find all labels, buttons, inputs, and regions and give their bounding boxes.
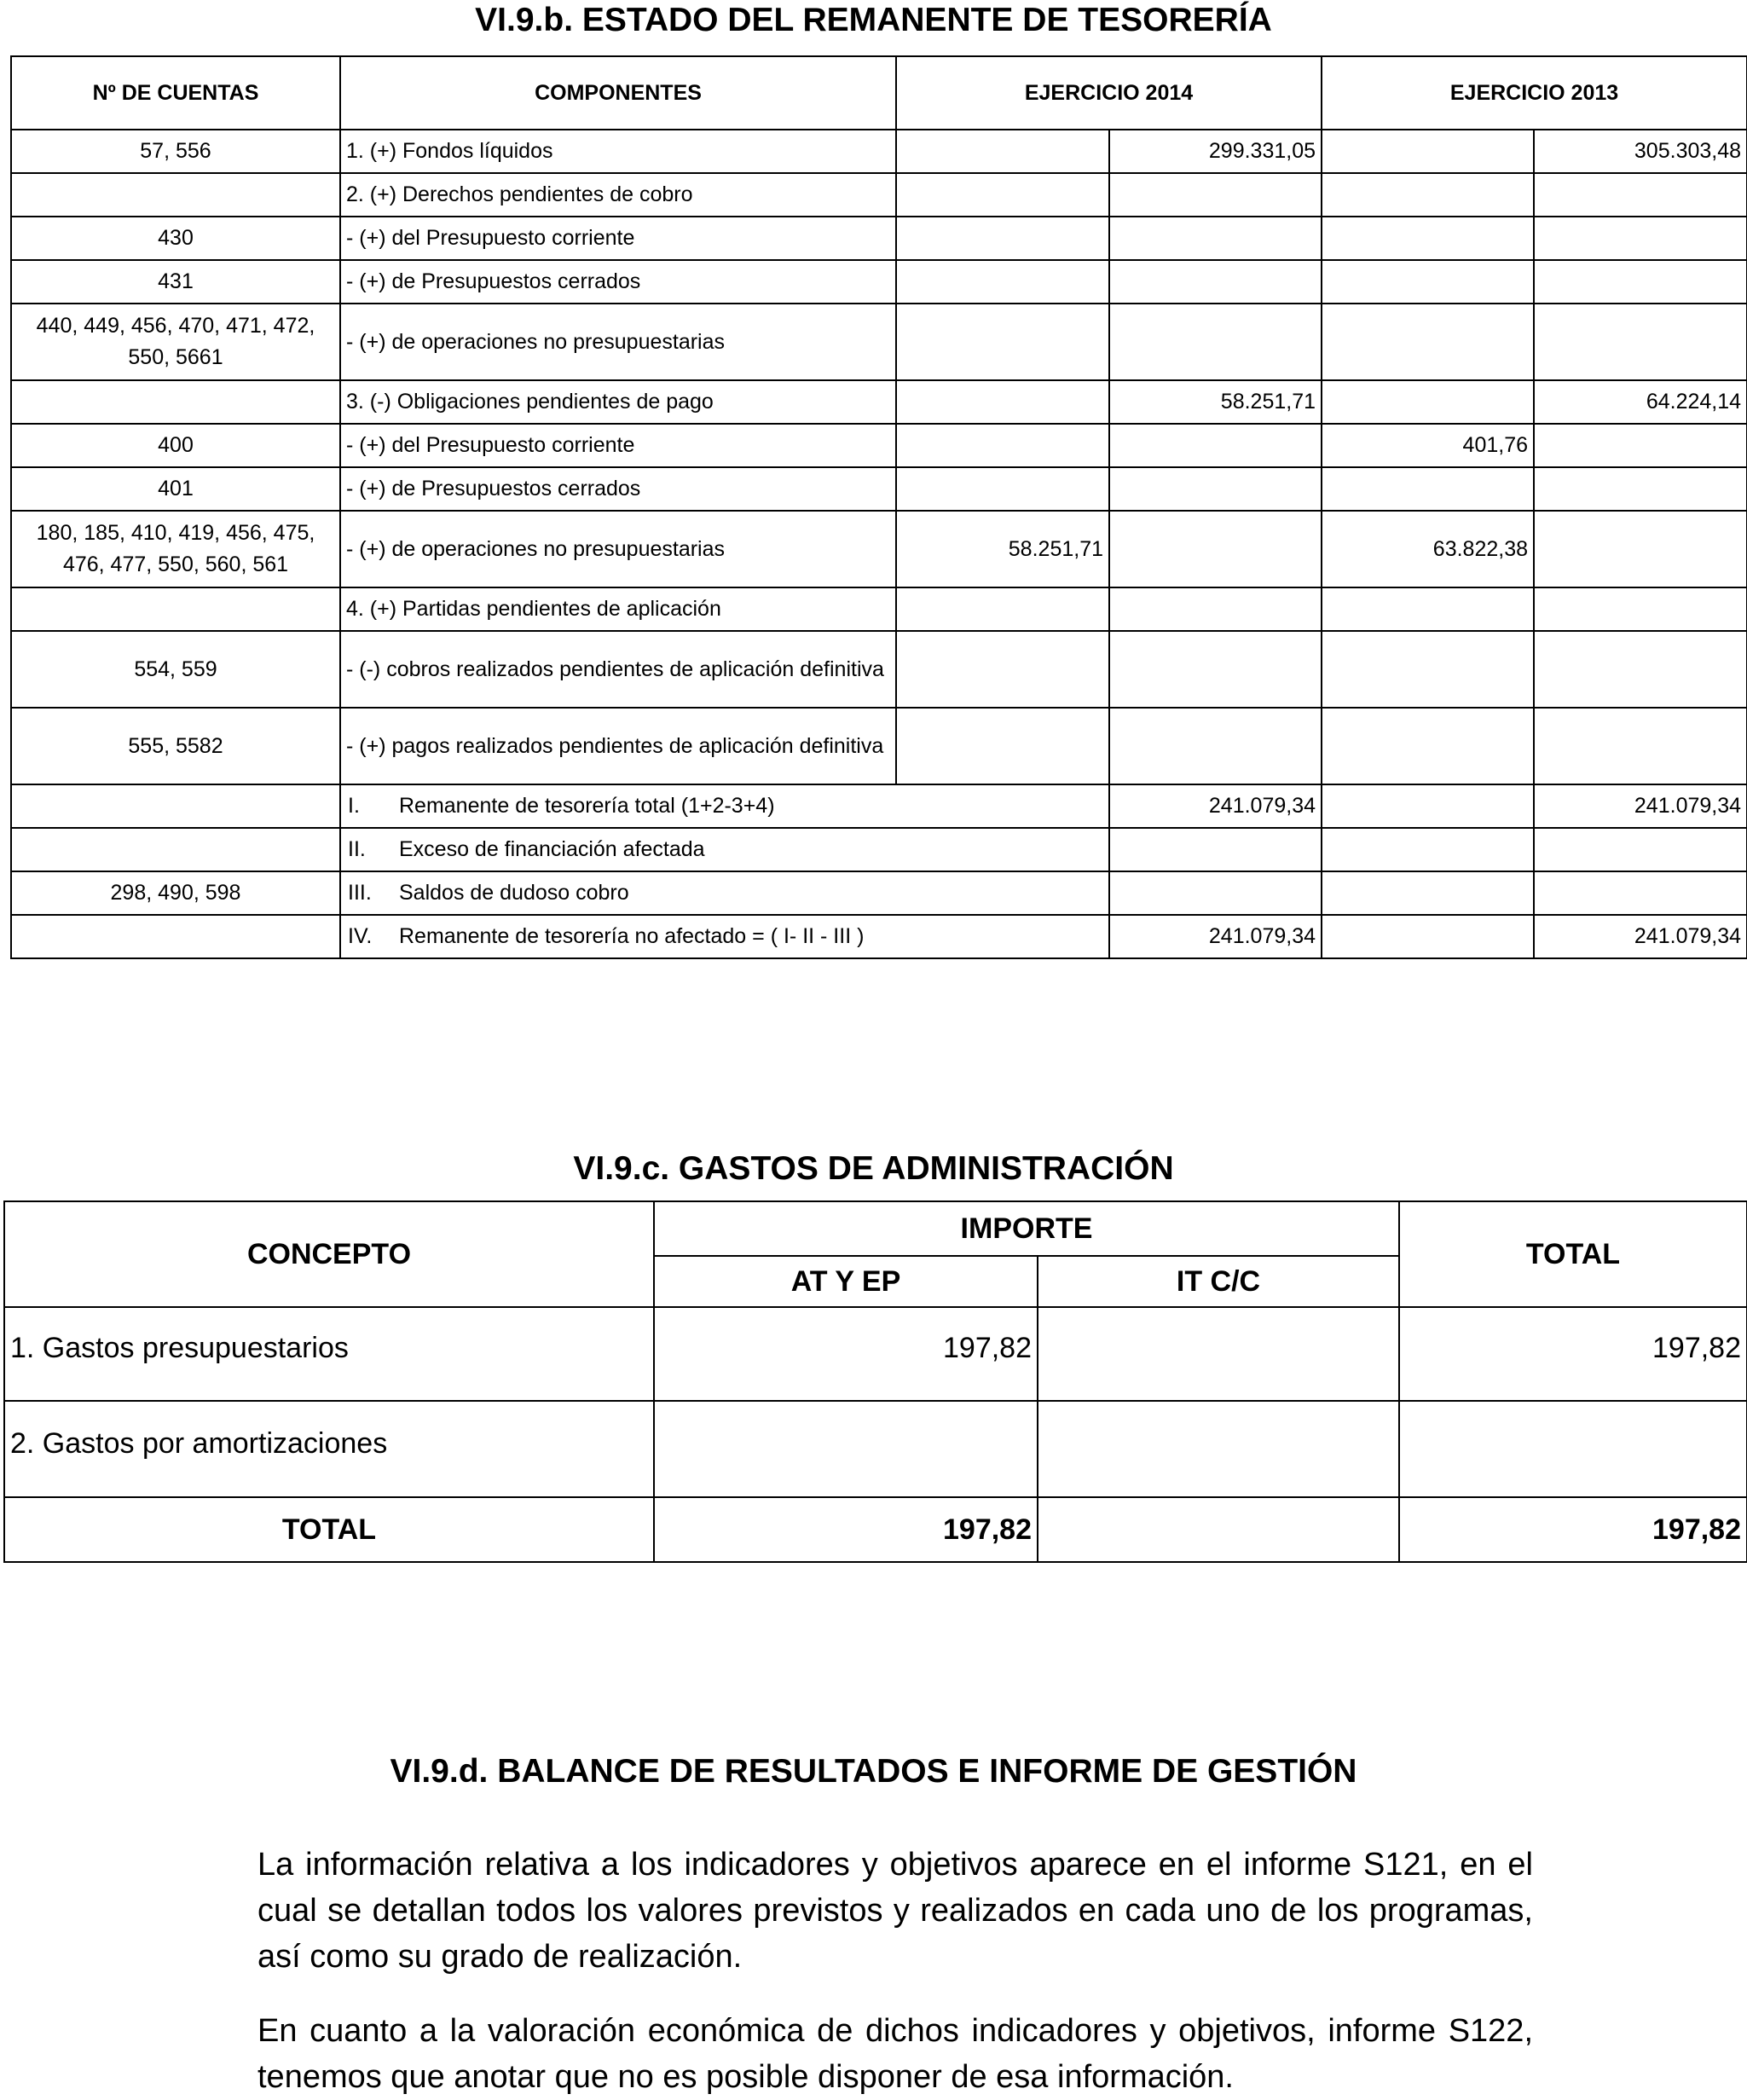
ejercicio-2014-partial-cell bbox=[896, 260, 1109, 304]
ejercicio-2013-total-cell bbox=[1534, 708, 1747, 784]
cuentas-cell: 298, 490, 598 bbox=[11, 871, 340, 915]
atep-cell bbox=[654, 1401, 1038, 1497]
ejercicio-2013-total-cell: 241.079,34 bbox=[1534, 915, 1747, 958]
summary-label-cell bbox=[340, 915, 1109, 958]
table-header-row bbox=[11, 56, 1747, 130]
summary-row bbox=[11, 784, 1747, 828]
componente-cell: 2. (+) Derechos pendientes de cobro bbox=[340, 173, 896, 217]
ejercicio-2013-partial-cell bbox=[1322, 708, 1534, 784]
componente-cell: - (+) del Presupuesto corriente bbox=[340, 424, 896, 467]
ejercicio-2013-partial-cell: 63.822,38 bbox=[1322, 511, 1534, 587]
ejercicio-2014-total-cell bbox=[1109, 871, 1322, 915]
itcc-cell bbox=[1038, 1307, 1399, 1401]
ejercicio-2014-total-cell bbox=[1109, 587, 1322, 631]
table-row bbox=[11, 587, 1747, 631]
ejercicio-2013-total-cell: 64.224,14 bbox=[1534, 380, 1747, 424]
ejercicio-2014-partial-cell bbox=[896, 304, 1109, 380]
componente-cell: 1. (+) Fondos líquidos bbox=[340, 130, 896, 173]
header-at-ep: AT Y EP bbox=[654, 1256, 1038, 1307]
table-row bbox=[11, 631, 1747, 708]
cuentas-cell bbox=[11, 380, 340, 424]
summary-label-cell bbox=[340, 784, 1109, 828]
total-row bbox=[4, 1497, 1747, 1562]
roman-numeral: I. bbox=[348, 794, 360, 818]
ejercicio-2014-total-cell bbox=[1109, 217, 1322, 260]
itcc-cell bbox=[1038, 1401, 1399, 1497]
cuentas-cell: 57, 556 bbox=[11, 130, 340, 173]
table-row bbox=[11, 467, 1747, 511]
ejercicio-2013-partial-cell bbox=[1322, 587, 1534, 631]
componente-cell: - (+) pagos realizados pendientes de aplicación definitiva bbox=[340, 708, 896, 784]
ejercicio-2014-total-cell bbox=[1109, 708, 1322, 784]
ejercicio-2013-partial-cell bbox=[1322, 631, 1534, 708]
ejercicio-2014-total-cell: 58.251,71 bbox=[1109, 380, 1322, 424]
ejercicio-2014-total-cell bbox=[1109, 467, 1322, 511]
section-d-title: VI.9.d. BALANCE DE RESULTADOS E INFORME DE GESTIÓN bbox=[390, 1753, 1357, 1790]
total-itcc bbox=[1038, 1497, 1399, 1562]
cuentas-cell bbox=[11, 173, 340, 217]
ejercicio-2014-partial-cell: 58.251,71 bbox=[896, 511, 1109, 587]
cuentas-cell: 555, 5582 bbox=[11, 708, 340, 784]
cuentas-cell bbox=[11, 587, 340, 631]
ejercicio-2014-partial-cell bbox=[896, 130, 1109, 173]
componente-cell: - (+) de Presupuestos cerrados bbox=[340, 260, 896, 304]
table-row bbox=[11, 511, 1747, 587]
header-it-cc: IT C/C bbox=[1038, 1256, 1399, 1307]
ejercicio-2013-total-cell: 305.303,48 bbox=[1534, 130, 1747, 173]
section-c-title: VI.9.c. GASTOS DE ADMINISTRACIÓN bbox=[573, 1150, 1174, 1187]
summary-label: Saldos de dudoso cobro bbox=[399, 881, 629, 905]
ejercicio-2014-total-cell bbox=[1109, 173, 1322, 217]
summary-row bbox=[11, 915, 1747, 958]
summary-label-cell bbox=[340, 828, 1109, 871]
atep-cell: 197,82 bbox=[654, 1307, 1038, 1401]
summary-label: Remanente de tesorería total (1+2-3+4) bbox=[399, 794, 775, 818]
ejercicio-2013-partial-cell: 401,76 bbox=[1322, 424, 1534, 467]
componente-cell: 4. (+) Partidas pendientes de aplicación bbox=[340, 587, 896, 631]
header-concepto: CONCEPTO bbox=[4, 1201, 654, 1307]
table-row bbox=[4, 1401, 1747, 1497]
summary-label: Remanente de tesorería no afectado = ( I- II - III ) bbox=[399, 924, 865, 948]
summary-label-cell bbox=[340, 871, 1109, 915]
header-cuentas: Nº DE CUENTAS bbox=[11, 56, 340, 130]
ejercicio-2013-partial-cell bbox=[1322, 173, 1534, 217]
cuentas-cell: 431 bbox=[11, 260, 340, 304]
roman-numeral: III. bbox=[348, 881, 372, 905]
ejercicio-2014-partial-cell bbox=[896, 380, 1109, 424]
ejercicio-2014-partial-cell bbox=[896, 587, 1109, 631]
header-ejercicio-2013: EJERCICIO 2013 bbox=[1322, 56, 1747, 130]
componente-cell: 3. (-) Obligaciones pendientes de pago bbox=[340, 380, 896, 424]
ejercicio-2013-partial-cell bbox=[1322, 915, 1534, 958]
ejercicio-2013-total-cell bbox=[1534, 511, 1747, 587]
total-cell: 197,82 bbox=[1399, 1307, 1747, 1401]
cuentas-cell bbox=[11, 784, 340, 828]
componente-cell: - (+) de Presupuestos cerrados bbox=[340, 467, 896, 511]
ejercicio-2014-total-cell bbox=[1109, 260, 1322, 304]
cuentas-cell: 440, 449, 456, 470, 471, 472, 550, 5661 bbox=[11, 304, 340, 380]
paragraph-indicadores: La información relativa a los indicadores y objetivos aparece en el informe S121, en el cual se detallan todos los valores previstos y realizados en cada uno de los programas, así como su grado de realización. bbox=[257, 1847, 1533, 1975]
roman-numeral: II. bbox=[348, 837, 366, 861]
ejercicio-2013-partial-cell bbox=[1322, 467, 1534, 511]
total-total: 197,82 bbox=[1399, 1497, 1747, 1562]
cuentas-cell bbox=[11, 915, 340, 958]
concepto-cell: 1. Gastos presupuestarios bbox=[4, 1307, 654, 1401]
ejercicio-2014-total-cell bbox=[1109, 424, 1322, 467]
table-row bbox=[11, 217, 1747, 260]
ejercicio-2013-partial-cell bbox=[1322, 130, 1534, 173]
ejercicio-2014-partial-cell bbox=[896, 217, 1109, 260]
ejercicio-2014-partial-cell bbox=[896, 424, 1109, 467]
ejercicio-2013-total-cell bbox=[1534, 260, 1747, 304]
table-row bbox=[11, 708, 1747, 784]
header-total: TOTAL bbox=[1399, 1201, 1747, 1307]
ejercicio-2013-total-cell bbox=[1534, 828, 1747, 871]
paragraph-valoracion: En cuanto a la valoración económica de dichos indicadores y objetivos, informe S122, tenemos que anotar que no es posible disponer de esa información. bbox=[257, 2013, 1533, 2095]
table-row bbox=[11, 424, 1747, 467]
remanente-tesoreria-table bbox=[10, 55, 1747, 959]
ejercicio-2013-total-cell bbox=[1534, 424, 1747, 467]
summary-label: Exceso de financiación afectada bbox=[399, 837, 705, 861]
ejercicio-2013-total-cell bbox=[1534, 587, 1747, 631]
ejercicio-2013-partial-cell bbox=[1322, 260, 1534, 304]
componente-cell: - (+) del Presupuesto corriente bbox=[340, 217, 896, 260]
cuentas-cell: 554, 559 bbox=[11, 631, 340, 708]
ejercicio-2014-partial-cell bbox=[896, 631, 1109, 708]
ejercicio-2014-partial-cell bbox=[896, 467, 1109, 511]
ejercicio-2014-total-cell: 299.331,05 bbox=[1109, 130, 1322, 173]
summary-row bbox=[11, 828, 1747, 871]
ejercicio-2013-partial-cell bbox=[1322, 828, 1534, 871]
ejercicio-2013-total-cell bbox=[1534, 173, 1747, 217]
ejercicio-2014-total-cell: 241.079,34 bbox=[1109, 915, 1322, 958]
ejercicio-2013-partial-cell bbox=[1322, 304, 1534, 380]
ejercicio-2013-total-cell bbox=[1534, 871, 1747, 915]
table-row bbox=[11, 304, 1747, 380]
ejercicio-2013-total-cell: 241.079,34 bbox=[1534, 784, 1747, 828]
total-cell bbox=[1399, 1401, 1747, 1497]
ejercicio-2013-partial-cell bbox=[1322, 784, 1534, 828]
section-b-title: VI.9.b. ESTADO DEL REMANENTE DE TESORERÍA bbox=[475, 2, 1272, 38]
total-atep: 197,82 bbox=[654, 1497, 1038, 1562]
total-label: TOTAL bbox=[4, 1497, 654, 1562]
ejercicio-2013-partial-cell bbox=[1322, 217, 1534, 260]
componente-cell: - (+) de operaciones no presupuestarias bbox=[340, 304, 896, 380]
componente-cell: - (+) de operaciones no presupuestarias bbox=[340, 511, 896, 587]
table-row bbox=[11, 173, 1747, 217]
cuentas-cell: 180, 185, 410, 419, 456, 475, 476, 477, 550, 560, 561 bbox=[11, 511, 340, 587]
table-row bbox=[11, 380, 1747, 424]
ejercicio-2013-total-cell bbox=[1534, 217, 1747, 260]
gastos-administracion-table bbox=[3, 1200, 1747, 1563]
ejercicio-2014-total-cell: 241.079,34 bbox=[1109, 784, 1322, 828]
table-row bbox=[11, 130, 1747, 173]
ejercicio-2013-total-cell bbox=[1534, 467, 1747, 511]
roman-numeral: IV. bbox=[348, 924, 373, 948]
ejercicio-2013-total-cell bbox=[1534, 304, 1747, 380]
ejercicio-2014-total-cell bbox=[1109, 631, 1322, 708]
header-componentes: COMPONENTES bbox=[340, 56, 896, 130]
table-row bbox=[11, 260, 1747, 304]
componente-cell: - (-) cobros realizados pendientes de aplicación definitiva bbox=[340, 631, 896, 708]
ejercicio-2013-partial-cell bbox=[1322, 871, 1534, 915]
ejercicio-2014-partial-cell bbox=[896, 173, 1109, 217]
cuentas-cell: 401 bbox=[11, 467, 340, 511]
cuentas-cell bbox=[11, 828, 340, 871]
ejercicio-2014-total-cell bbox=[1109, 511, 1322, 587]
cuentas-cell: 430 bbox=[11, 217, 340, 260]
ejercicio-2014-total-cell bbox=[1109, 304, 1322, 380]
table-row bbox=[4, 1307, 1747, 1401]
cuentas-cell: 400 bbox=[11, 424, 340, 467]
ejercicio-2014-total-cell bbox=[1109, 828, 1322, 871]
header-importe: IMPORTE bbox=[654, 1201, 1399, 1256]
summary-row bbox=[11, 871, 1747, 915]
header-ejercicio-2014: EJERCICIO 2014 bbox=[896, 56, 1322, 130]
ejercicio-2013-total-cell bbox=[1534, 631, 1747, 708]
table-header-row bbox=[4, 1201, 1747, 1256]
ejercicio-2013-partial-cell bbox=[1322, 380, 1534, 424]
ejercicio-2014-partial-cell bbox=[896, 708, 1109, 784]
concepto-cell: 2. Gastos por amortizaciones bbox=[4, 1401, 654, 1497]
